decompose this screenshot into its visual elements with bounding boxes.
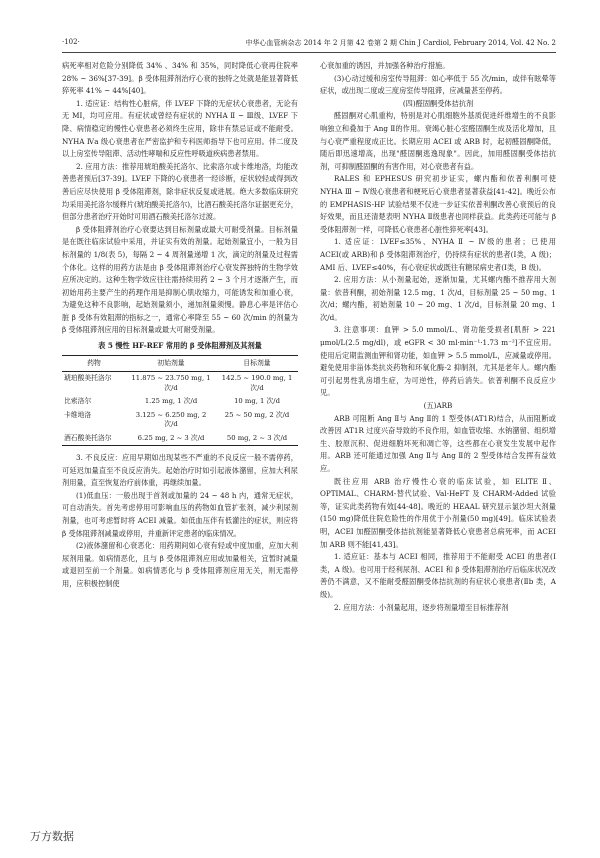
paragraph: 1. 适应证：结构性心脏病，伴 LVEF 下降的无症状心衰患者，无论有无 MI，均可应用。有症状或曾经有症状的 NYHA Ⅱ ~ Ⅲ级、LVEF 下降、病情稳定的慢性心衰患者必须终生应用，除非有禁忌证或不能耐受。NYHA Ⅳa 级心衰患者在严密监护和专科医师指导下也可应用。伴二度及以上房室传导阻滞、活动性哮喘和反应性呼吸道疾病患者禁用。	[62, 98, 298, 159]
watermark: 万方数据	[30, 830, 74, 843]
paragraph: 2. 应用方法：从小剂量起始，逐渐加量，尤其螺内酯不推荐用大剂量：依普利酮，初始剂量 12.5 mg、1 次/d，目标剂量 25 ~ 50 mg、1 次/d；螺内酯，初始剂量 10 ~ 20 mg、1 次/d，目标剂量 20 mg、1 次/d。	[320, 275, 556, 322]
paragraph: (3)心动过缓和房室传导阻滞：如心率低于 55 次/min，或伴有眩晕等症状，或出现二度或三度房室传导阻滞，应减量甚至停药。	[320, 73, 556, 96]
paragraph: 3. 不良反应：应用早期如出现某些不严重的不良反应一般不需停药，可延迟加量直至不良反应消失。起始治疗时如引起液体潴留，应加大利尿剂用量，直至恢复治疗前体重，再继续加量。	[62, 453, 298, 488]
table-header-row	[62, 355, 298, 372]
table-header-initial: 初始剂量	[157, 358, 185, 367]
drug-name: 卡维地洛	[64, 410, 92, 419]
table-row	[62, 432, 298, 446]
right-column	[320, 60, 556, 614]
paragraph: 1. 适应证：LVEF≤35%、NYHA Ⅱ ~ Ⅳ级的患者；已使用 ACEI(或 ARB)和 β 受体阻滞剂治疗，仍持续有症状的患者(Ⅰ类，A 级)；AMI 后、LVEF≤40%，有心衰症状或既往有糖尿病史者(Ⅰ类，B 级)。	[320, 237, 556, 272]
paragraph: 3. 注意事项：血钾 > 5.0 mmol/L、肾功能受损者[肌酐 > 221 μmol/L(2.5 mg/dl)，或 eGFR < 30 ml·min⁻¹·1.73 m⁻²]不宜应用。使用后定期监测血钾和肾功能，如血钾 > 5.5 mmol/L，应减量或停用。避免使用非甾体类抗炎药物和环氧化酶-2 抑制剂，尤其是老年人。螺内酯可引起男性乳房增生症，为可逆性，停药后消失。依普利酮不良反应少见。	[320, 325, 556, 398]
section-heading: (四)醛固酮受体拮抗剂	[402, 98, 474, 108]
table-row	[62, 395, 298, 409]
journal-citation: 中华心血管病杂志 2014 年 2 月第 42 卷第 2 期 Chin J Cardiol, February 2014, Vol. 42 No. 2	[245, 39, 556, 47]
initial-dose: 3.125 ~ 6.250 mg, 2 次/d	[135, 410, 207, 429]
paragraph: (2)液体潴留和心衰恶化：用药期间如心衰有轻或中度加重，应加大利尿剂用量。如病情恶化，且与 β 受体阻滞剂应用或加量相关，宜暂时减量或退回至前一个剂量。如病情恶化与 β 受体阻滞剂应用无关，则无需停用，应积极控制使	[62, 541, 298, 588]
paragraph: 2. 应用方法：小剂量起用，逐步将剂量增至目标推荐剂	[334, 602, 509, 612]
target-dose: 25 ~ 50 mg, 2 次/d	[224, 410, 290, 419]
dose-table	[62, 341, 298, 446]
paragraph: 1. 适应证：基本与 ACEI 相同，推荐用于不能耐受 ACEI 的患者(Ⅰ类，A 级)。也可用于经利尿剂、ACEI 和 β 受体阻滞剂治疗后临床状况改善仍不满意，又不能耐受醛固酮受体拮抗剂的有症状心衰患者(Ⅱb 类，A 级)。	[320, 552, 556, 599]
drug-name: 酒石酸美托洛尔	[64, 433, 112, 442]
table-row	[62, 372, 298, 396]
paragraph: 既往应用 ARB 治疗慢性心衰的临床试验，如 ELITE Ⅱ、OPTIMAL、CHARM-替代试验、Val-HeFT 及 CHARM-Added 试验等，证实此类药物有效[44-48]。晚近的 HEAAL 研究显示氯沙坦大剂量(150 mg)降低住院危险性的作用优于小剂量(50 mg)[49]。临床试验表明，ACEI 加醛固酮受体拮抗剂能显著降低心衰患者总病死率，而 ACEI 加 ARB 则不能[41,43]。	[320, 476, 556, 549]
drug-name: 比索洛尔	[64, 397, 92, 406]
target-dose: 50 mg, 2 ~ 3 次/d	[226, 433, 288, 442]
paragraph: ARB 可阻断 Ang Ⅱ与 Ang Ⅱ的 1 型受体(AT1R)结合，从而阻断或改善因 AT1R 过度兴奋导致的不良作用，如血管收缩、水钠潴留、组织增生、胶原沉积、促进细胞坏死和凋亡等，这些都在心衰发生发展中起作用。ARB 还可能通过加强 Ang Ⅱ与 Ang Ⅱ的 2 型受体结合发挥有益效应。	[320, 413, 556, 473]
table-caption: 表 5 慢性 HF-REF 常用的 β 受体阻滞剂及其剂量	[98, 341, 262, 351]
table-header-target: 目标剂量	[243, 358, 271, 367]
paragraph: (1)低血压：一般出现于首剂或加量的 24 ~ 48 h 内，通常无症状，可自动消失。首先考虑停用可影响血压的药物如血管扩张剂，减少利尿剂剂量，也可考虑暂时将 ACEI 减量。如低血压伴有低灌注的症状，则应将 β 受体阻滞剂减量或停用，并重新评定患者的临床情况。	[62, 490, 298, 538]
table-row	[62, 409, 298, 432]
section-heading: (五)ARB	[423, 401, 453, 411]
initial-dose: 11.875 ~ 23.750 mg, 1 次/d	[131, 374, 211, 392]
paragraph: β 受体阻滞剂治疗心衰要达到目标剂量或最大可耐受剂量。目标剂量是在既往临床试验中采用，并证实有效的剂量。起始剂量宜小，一般为目标剂量的 1/8(表 5)，每隔 2 ~ 4 周剂量递增 1 次，滴定的剂量及过程需个体化。这样的用药方法是由 β 受体阻滞剂治疗心衰发挥独特的生物学效应所决定的。这种生物学效应往往需持续用药 2 ~ 3 个月才逐渐产生，而初始用药主要产生的药理作用是抑制心肌收缩力，可能诱发和加重心衰，为避免这种不良影响，起始剂量须小，递加剂量须慢。静息心率是评估心脏 β 受体有效阻滞的指标之一，通常心率降至 55 ~ 60 次/min 的剂量为 β 受体阻滞剂应用的目标剂量或最大可耐受剂量。	[62, 224, 298, 335]
paragraph: 心衰加重的诱因，并加强各种治疗措施。	[320, 61, 450, 70]
paragraph: 病死率相对危险分别降低 34% 、34% 和 35%，同时降低心衰再住院率 28% ~ 36%[37-39]。β 受体阻滞剂治疗心衰的独特之处就是能显著降低猝死率 41% ~ 44%[40]。	[62, 61, 298, 96]
paragraph: 2. 应用方法：推荐用琥珀酸美托洛尔、比索洛尔或卡维地洛，均能改善患者预后[37-39]。LVEF 下降的心衰患者一经诊断，症状较轻或得到改善后应尽快使用 β 受体阻滞剂，除非症状反复或进展。绝大多数临床研究均采用美托洛尔缓释片(琥珀酸美托洛尔)，比酒石酸美托洛尔证据更充分，但部分患者治疗开始时可用酒石酸美托洛尔过渡。	[62, 161, 298, 222]
initial-dose: 6.25 mg, 2 ~ 3 次/d	[137, 433, 205, 442]
paragraph: RALES 和 EPHESUS 研究初步证实，螺内酯和依普利酮可使 NYHA Ⅲ ~ Ⅳ级心衰患者和梗死后心衰患者显著获益[41-42]。晚近公布的 EMPHASIS-HF 试验结果不仅进一步证实依普利酮改善心衰预后的良好效果，而且还清楚表明 NYHA Ⅱ级患者也同样获益。此类药还可能与 β 受体阻滞剂一样，可降低心衰患者心脏性猝死率[43]。	[320, 174, 556, 234]
table-header-drug: 药物	[87, 358, 101, 367]
left-column	[62, 60, 298, 591]
paragraph: 醛固酮对心肌重构，特别是对心肌细胞外基质促进纤维增生的不良影响独立和叠加于 Ang Ⅱ的作用。衰竭心脏心室醛固酮生成及活化增加，且与心衰严重程度成正比。长期应用 ACEI 或 ARB 时，起初醛固酮降低，随后即迅速增高，出现"醛固酮逃逸现象"。因此，加用醛固酮受体拮抗剂，可抑制醛固酮的有害作用，对心衰患者有益。	[320, 111, 556, 171]
page-header	[62, 38, 556, 53]
drug-name: 琥珀酸美托洛尔	[64, 374, 112, 383]
page-number: ·102·	[62, 38, 80, 46]
target-dose: 142.5 ~ 190.0 mg, 1 次/d	[221, 374, 293, 392]
initial-dose: 1.25 mg, 1 次/d	[144, 397, 198, 406]
target-dose: 10 mg, 1 次/d	[234, 397, 280, 406]
